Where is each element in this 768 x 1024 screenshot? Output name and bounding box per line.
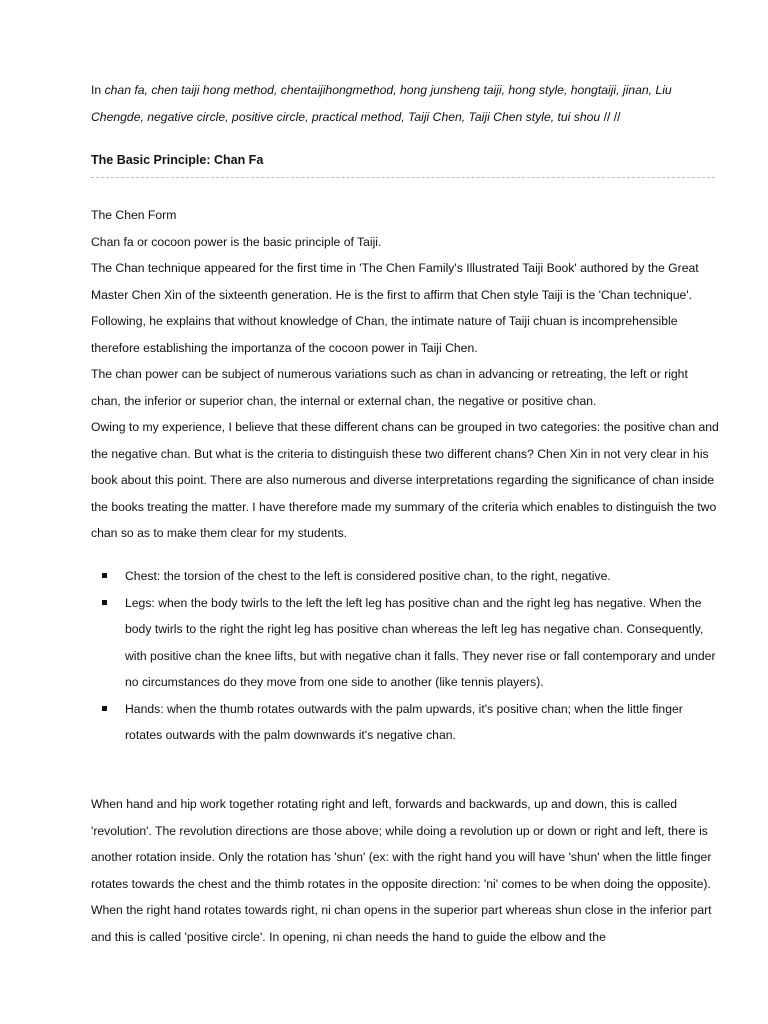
criteria-list bbox=[91, 563, 721, 749]
paragraph: The chan power can be subject of numerous variations such as chan in advancing or retreating, the left or right chan, the inferior or superior chan, the internal or external chan, the negative or positive chan. bbox=[91, 367, 688, 408]
paragraph: When the right hand rotates towards right, ni chan opens in the superior part whereas shun close in the inferior part and this is called 'positive circle'. In opening, ni chan needs the hand to guide the elbow and the bbox=[91, 903, 712, 944]
list-item-text: Hands: when the thumb rotates outwards with the palm upwards, it's positive chan; when the little finger rotates outwards with the palm downwards it's negative chan. bbox=[125, 701, 683, 742]
bullet-icon bbox=[102, 706, 107, 711]
list-item bbox=[91, 590, 721, 696]
document-page bbox=[91, 0, 719, 1024]
tags-line bbox=[91, 77, 719, 130]
bullet-icon bbox=[102, 600, 107, 605]
paragraph: The Chan technique appeared for the first time in 'The Chen Family's Illustrated Taiji Book' authored by the Great Master Chen Xin of the sixteenth generation. He is the first to affirm that Chen style Taiji is the 'Chan technique'. Following, he explains that without knowledge of Chan, the intimate nature of Taiji chuan is incomprehensible therefore establishing the importanza of the cocoon power in Taiji Chen. bbox=[91, 261, 699, 355]
bullet-icon bbox=[102, 573, 107, 578]
dashed-divider bbox=[91, 177, 715, 178]
body-text bbox=[91, 202, 721, 547]
paragraph: Owing to my experience, I believe that these different chans can be grouped in two categories: the positive chan and the negative chan. But what is the criteria to distinguish these two different chans? Chen Xin in not very clear in his book about this point. There are also numerous and diverse interpretations regarding the significance of chan inside the books treating the matter. I have therefore made my summary of the criteria which enables to distinguish the two chan so as to make them clear for my students. bbox=[91, 420, 719, 540]
tags-prefix: In bbox=[91, 83, 105, 97]
tags-suffix: // // bbox=[600, 109, 621, 124]
list-item bbox=[91, 696, 721, 749]
list-item bbox=[91, 563, 721, 590]
section-heading: The Basic Principle: Chan Fa bbox=[91, 153, 264, 167]
closing-text bbox=[91, 791, 721, 950]
paragraph: When hand and hip work together rotating right and left, forwards and backwards, up and down, this is called 'revolution'. The revolution directions are those above; while doing a revolution up or down or right and left, there is another rotation inside. Only the rotation has 'shun' (ex: with the right hand you will have 'shun' when the little finger rotates towards the chest and the thimb rotates in the opposite direction: 'ni' comes to be when doing the opposite). bbox=[91, 797, 712, 891]
list-item-text: Legs: when the body twirls to the left the left leg has positive chan and the right leg has negative. When the body twirls to the right the right leg has positive chan whereas the left leg has negative chan. Consequently, with positive chan the knee lifts, but with negative chan it falls. They never rise or fall contemporary and under no circumstances do they move from one side to another (like tennis players). bbox=[125, 595, 716, 689]
tag-list[interactable]: chan fa, chen taiji hong method, chentaijihongmethod, hong junsheng taiji, hong style, hongtaiji, jinan, Liu Chengde, negative circle, positive circle, practical method, Taiji Chen, Taiji Chen style, tui shou bbox=[91, 83, 672, 124]
list-item-text: Chest: the torsion of the chest to the left is considered positive chan, to the right, negative. bbox=[125, 569, 611, 583]
paragraph: The Chen Form bbox=[91, 208, 177, 222]
paragraph: Chan fa or cocoon power is the basic principle of Taiji. bbox=[91, 234, 382, 249]
